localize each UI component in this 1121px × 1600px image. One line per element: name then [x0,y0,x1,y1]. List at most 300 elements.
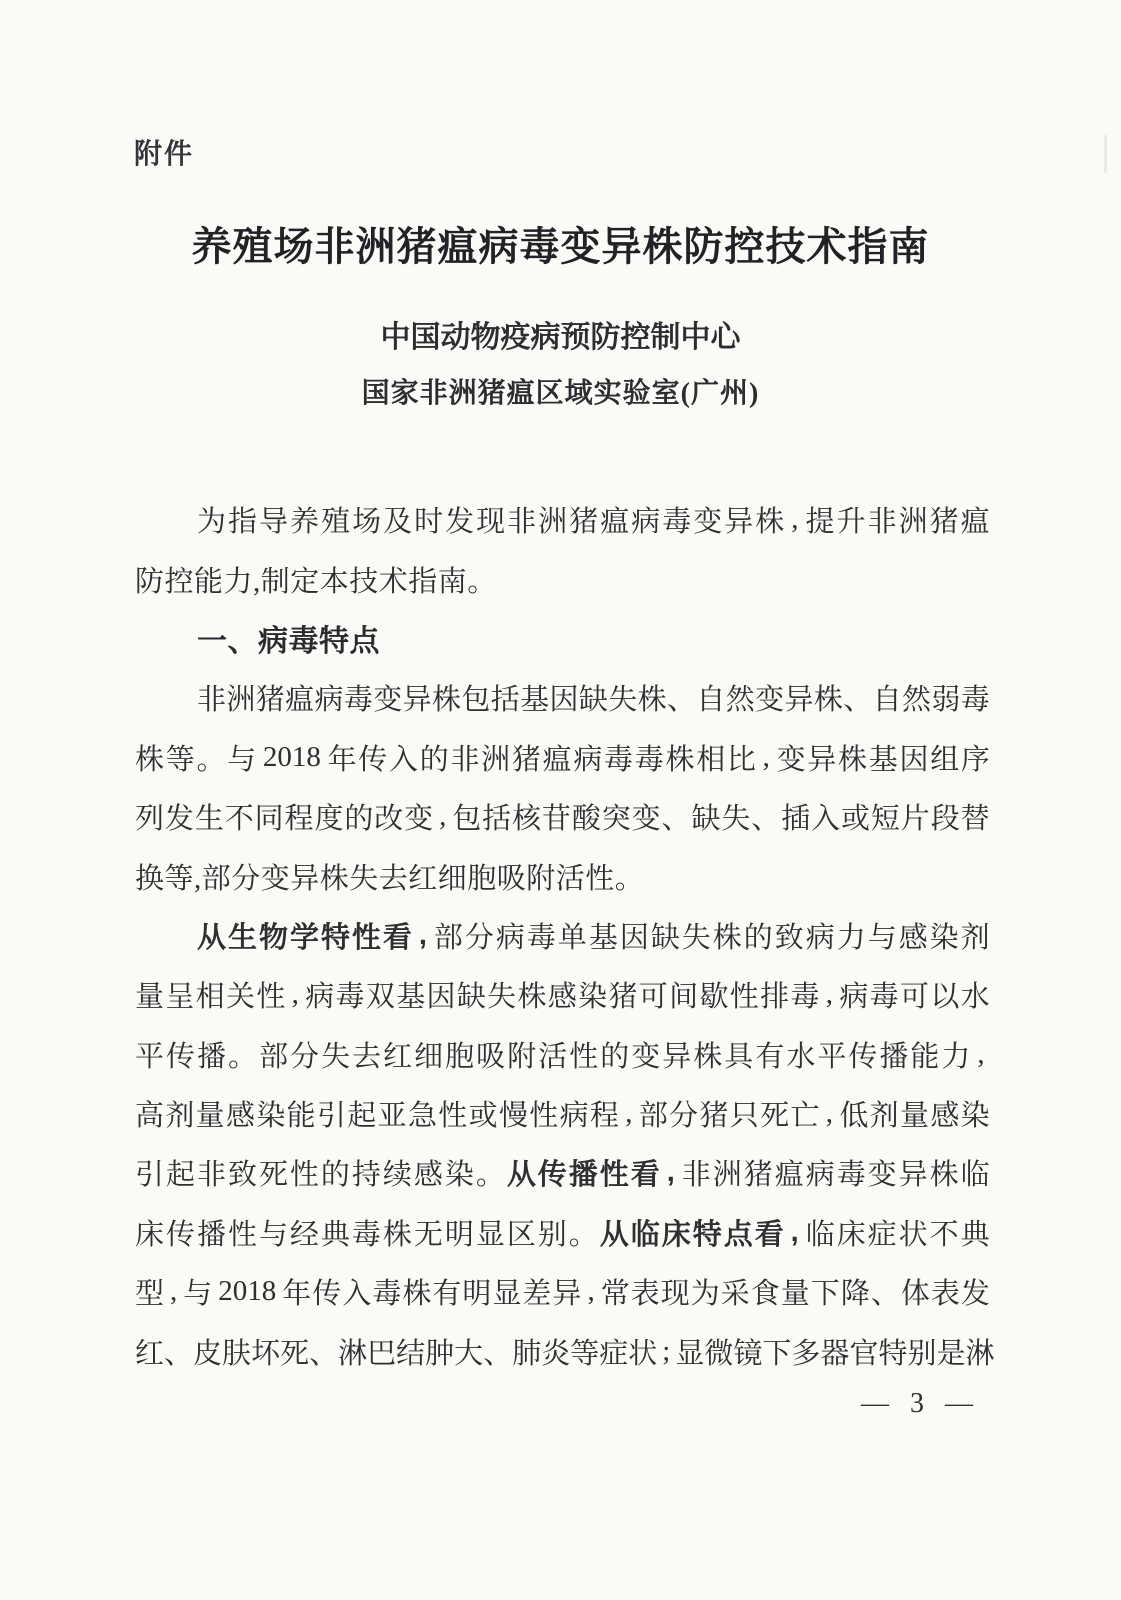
cjk-char: 性 [569,1040,599,1073]
body-line [135,1262,990,1321]
cjk-char: 毒 [526,921,556,954]
cjk-char: 程 [284,803,314,836]
cjk-char: 变 [693,506,723,539]
cjk-char: 明 [462,1278,492,1311]
cjk-char: 序 [960,743,990,776]
cjk-char: 现 [476,506,506,539]
cjk-char: 比 [726,743,756,776]
cjk-char: 非 [507,506,537,539]
cjk-char: 病 [839,981,869,1014]
cjk-char: 器 [820,1337,850,1370]
cjk-char: 株 [402,1278,432,1311]
cjk-char: 死 [258,1159,288,1192]
cjk-char: 降 [840,1278,870,1311]
cjk-char: 然 [725,684,755,717]
cjk-char: 染 [256,1100,286,1133]
cjk-char: 弱 [931,684,961,717]
cjk-char: 采 [720,1278,750,1311]
page-number: — 3 — [861,1388,975,1419]
cjk-char: 传 [848,1040,878,1073]
cjk-char: 区 [506,1218,536,1251]
cjk-char: 的 [419,743,449,776]
cjk-char: 株 [693,1040,723,1073]
cjk-char: 株 [432,684,462,717]
cjk-char: 呈 [165,981,195,1014]
cjk-char: 红 [135,1337,165,1370]
cjk-char: 常 [600,1278,630,1311]
cjk-char: 及 [383,506,413,539]
cjk-char: 下 [810,1278,840,1311]
cjk-char: 病 [305,981,335,1014]
cjk-char: 传 [166,1040,196,1073]
cjk-char: 多 [791,1337,821,1370]
cjk-char: 力 [941,1040,971,1073]
cjk-char: 与 [867,921,897,954]
cjk-char: 胞 [445,1040,475,1073]
cjk-char: 起 [165,1159,195,1192]
cjk-char: 因 [619,921,649,954]
cjk-char: 死 [760,1100,790,1133]
cjk-char: 非 [867,506,897,539]
cjk-char: 量 [135,981,165,1014]
cjk-char: 失 [608,684,638,717]
cjk-char: 状 [898,1218,928,1251]
body-line [135,1084,990,1143]
cjk-char: 持 [351,1159,381,1192]
cjk-char: 与 [227,743,257,776]
section-heading [135,609,990,668]
cjk-char: 感 [898,921,928,954]
cjk-char: 床 [661,1218,691,1251]
cjk-char: 病 [805,921,835,954]
cjk-char: 经 [289,1218,319,1251]
cjk-char: 失 [487,981,517,1014]
cjk-char: 分 [290,1040,320,1073]
cjk-char: 年 [327,743,357,776]
cjk-char: 养 [290,506,320,539]
cjk-char: 分 [464,921,494,954]
cjk-char: 病 [314,684,344,717]
cjk-char: 从 [197,921,227,954]
cjk-char: 与 [258,1218,288,1251]
cjk-char: 猪 [569,506,599,539]
cjk-char: 括 [490,684,520,717]
cjk-char: 明 [444,1218,474,1251]
cjk-char: 剂 [869,1100,899,1133]
cjk-char: 能 [286,1100,316,1133]
cjk-char: 红 [383,1040,413,1073]
cjk-char: 看 [382,921,412,954]
cjk-char: 、 [661,803,691,836]
cjk-char: 缺 [691,803,721,836]
cjk-char: 酸 [571,803,601,836]
cjk-char: 改 [374,803,404,836]
numeral-text: , [790,1215,799,1248]
document-title: 养殖场非洲猪瘟病毒变异株防控技术指南 [191,224,930,269]
cjk-char: 传 [358,743,388,776]
cjk-char: 单 [557,921,587,954]
cjk-char: 部 [433,921,463,954]
cjk-char: 染 [578,981,608,1014]
body-line [135,965,990,1024]
cjk-char: 染 [960,1100,990,1133]
cjk-char: 基 [520,684,550,717]
cjk-char: 。 [475,1159,505,1192]
cjk-char: 入 [342,1278,372,1311]
cjk-char: 体 [900,1278,930,1311]
cjk-char: 因 [899,743,929,776]
cjk-char: 列 [135,803,165,836]
cjk-char: 毒 [634,743,664,776]
cjk-char: 洲 [538,506,568,539]
cjk-char: 染 [929,921,959,954]
cjk-char: 瘟 [285,684,315,717]
cjk-char: 起 [347,1100,377,1133]
cjk-char: 急 [407,1100,437,1133]
cjk-char: 等 [165,743,195,776]
cjk-char: 毒 [372,1278,402,1311]
cjk-char: 传 [312,1278,342,1311]
numeral-text: 2018 [218,1275,277,1308]
cjk-char: 以 [930,981,960,1014]
cjk-char: 附 [507,1040,537,1073]
cjk-char: 感 [225,1100,255,1133]
numeral-text: , [666,1156,675,1189]
cjk-char: 或 [468,1100,498,1133]
cjk-char: 猪 [511,743,541,776]
cjk-char: 变 [631,1040,661,1073]
cjk-char: 双 [365,981,395,1014]
cjk-char: 瘟 [774,1159,804,1192]
cjk-char: 特 [692,1218,722,1251]
cjk-char: 株 [712,921,742,954]
cjk-char: 洲 [481,743,511,776]
cjk-char: 发 [164,803,194,836]
cjk-char: 水 [960,981,990,1014]
body-line [135,668,990,727]
cjk-char: 肤 [222,1337,252,1370]
cjk-char: 特 [878,1337,908,1370]
cjk-char: 剂 [960,921,990,954]
cjk-char: 基 [588,921,618,954]
cjk-char: 官 [849,1337,879,1370]
cjk-char: 播 [879,1040,909,1073]
cjk-char: 毒 [335,981,365,1014]
cjk-char: 显 [492,1278,522,1311]
cjk-char: 表 [630,1278,660,1311]
cjk-char: 、 [309,1337,339,1370]
cjk-char: 量 [195,1100,225,1133]
cjk-char: 为 [197,506,227,539]
cjk-char: 株 [665,743,695,776]
cjk-char: 引 [135,1159,165,1192]
scan-artifact-line [1104,135,1107,173]
document-body [135,490,995,1381]
cjk-char: 株 [755,506,785,539]
cjk-char: 结 [396,1337,426,1370]
cjk-char: 不 [929,1218,959,1251]
cjk-char: 因 [549,684,579,717]
cjk-char: 剂 [165,1100,195,1133]
cjk-char: 皮 [193,1337,223,1370]
cjk-char: 瘟 [542,743,572,776]
cjk-char: 毒 [343,684,373,717]
cjk-char: 看 [754,1218,784,1251]
cjk-char: 异 [784,684,814,717]
body-line [135,1203,990,1262]
cjk-char: 、 [843,684,873,717]
text-segment: 防控能力,制定本技术指南。 [135,565,497,598]
cjk-char: 毒 [960,684,990,717]
cjk-char: 别 [907,1337,937,1370]
numeral-text: ; [662,1334,671,1367]
cjk-char: 的 [743,921,773,954]
cjk-char: 。 [228,1040,258,1073]
cjk-char: 、 [667,684,697,717]
cjk-char: 瘟 [960,506,990,539]
body-line [135,906,990,965]
cjk-char: 有 [755,1040,785,1073]
cjk-char: 临 [630,1218,660,1251]
cjk-char: 、 [483,1337,513,1370]
cjk-char: 替 [960,803,990,836]
cjk-char: 炎 [541,1337,571,1370]
cjk-char: 生 [227,921,257,954]
numeral-text: , [587,1275,595,1308]
cjk-char: 毒 [790,981,820,1014]
cjk-char: 不 [224,803,254,836]
cjk-char: 床 [135,1218,165,1251]
cjk-char: 看 [630,1159,660,1192]
cjk-char: 基 [868,743,898,776]
cjk-char: 无 [413,1218,443,1251]
cjk-char: 变 [404,803,434,836]
numeral-text: , [825,978,834,1011]
cjk-char: 插 [781,803,811,836]
cjk-char: 染 [444,1159,474,1192]
cjk-char: 洲 [712,1159,742,1192]
cjk-char: 变 [867,1159,897,1192]
cjk-char: 株 [929,1159,959,1192]
cjk-char: 变 [755,684,785,717]
cjk-char: 致 [227,1159,257,1192]
cjk-char: 肺 [512,1337,542,1370]
cjk-char: 可 [900,981,930,1014]
cjk-char: 病 [631,506,661,539]
institution-name-primary: 中国动物疫病预防控制中心 [380,321,741,354]
cjk-char: 异 [402,684,432,717]
cjk-char: 猪 [699,1100,729,1133]
cjk-char: 从 [506,1159,536,1192]
cjk-char: 性 [256,981,286,1014]
cjk-char: 性 [351,921,381,954]
cjk-char: 入 [811,803,841,836]
cjk-char: 可 [638,981,668,1014]
cjk-char: 年 [282,1278,312,1311]
cjk-char: 吸 [476,1040,506,1073]
cjk-char: 症 [867,1218,897,1251]
cjk-char: 活 [538,1040,568,1073]
numeral-text: , [977,1037,985,1070]
cjk-char: 播 [568,1159,598,1192]
cjk-char: 典 [960,1218,990,1251]
cjk-char: 发 [960,1278,990,1311]
cjk-char: 异 [662,1040,692,1073]
cjk-char: 肿 [425,1337,455,1370]
cjk-char: 毒 [604,743,634,776]
cjk-char: 传 [165,1218,195,1251]
numeral-text: , [170,1275,178,1308]
cjk-char: 关 [225,981,255,1014]
cjk-char: 症 [599,1337,629,1370]
cjk-char: 播 [196,1218,226,1251]
cjk-char: 感 [547,981,577,1014]
cjk-char: 状 [628,1337,658,1370]
cjk-char: 失 [721,803,751,836]
cjk-char: 从 [599,1218,629,1251]
cjk-char: 引 [316,1100,346,1133]
cjk-char: 。 [568,1218,598,1251]
cjk-char: 指 [228,506,258,539]
cjk-char: 组 [930,743,960,776]
cjk-char: 床 [836,1218,866,1251]
cjk-char: 表 [930,1278,960,1311]
cjk-char: 非 [197,684,227,717]
cjk-char: 物 [258,921,288,954]
cjk-char: 亡 [790,1100,820,1133]
cjk-char: 死 [280,1337,310,1370]
cjk-char: 入 [389,743,419,776]
cjk-char: 。 [196,743,226,776]
text-segment: 换等,部分变异株失去红细胞吸附活性。 [135,862,645,895]
cjk-char: 、 [870,1278,900,1311]
cjk-char: 是 [936,1337,966,1370]
cjk-char: 失 [321,1040,351,1073]
cjk-char: 导 [259,506,289,539]
numeral-text: , [825,1097,834,1130]
cjk-char: 株 [838,743,868,776]
cjk-char: 或 [840,803,870,836]
numeral-text: , [762,740,770,773]
cjk-char: 传 [537,1159,567,1192]
cjk-char: 失 [681,921,711,954]
cjk-char: 力 [836,921,866,954]
cjk-char: 感 [930,1100,960,1133]
cjk-char: 升 [836,506,866,539]
cjk-char: 场 [352,506,382,539]
cjk-char: 异 [898,1159,928,1192]
cjk-char: 部 [638,1100,668,1133]
cjk-char: 括 [482,803,512,836]
cjk-char: 发 [445,506,475,539]
text-segment: 一、病毒特点 [197,625,380,659]
cjk-char: 微 [704,1337,734,1370]
cjk-char: 猪 [255,684,285,717]
body-line [135,549,990,608]
cjk-char: 异 [552,1278,582,1311]
cjk-char: 性 [289,1159,319,1192]
cjk-char: 致 [774,921,804,954]
cjk-char: 猪 [743,1159,773,1192]
cjk-char: 变 [776,743,806,776]
cjk-char: 病 [559,1100,589,1133]
cjk-char: 只 [729,1100,759,1133]
cjk-char: 量 [780,1278,810,1311]
cjk-char: 株 [135,743,165,776]
cjk-char: 度 [314,803,344,836]
cjk-char: 平 [135,1040,165,1073]
cjk-char: 猪 [608,981,638,1014]
cjk-char: 显 [675,1337,705,1370]
cjk-char: 感 [413,1159,443,1192]
cjk-char: 因 [426,981,456,1014]
cjk-char: 程 [589,1100,619,1133]
cjk-char: 变 [631,803,661,836]
cjk-char: 排 [760,981,790,1014]
cjk-char: 自 [696,684,726,717]
cjk-char: 核 [512,803,542,836]
cjk-char: 量 [900,1100,930,1133]
cjk-char: 猪 [929,506,959,539]
cjk-char: 型 [135,1278,165,1311]
cjk-char: 株 [517,981,547,1014]
cjk-char: 毒 [662,506,692,539]
cjk-char: 提 [805,506,835,539]
body-line [135,728,990,787]
cjk-char: 典 [320,1218,350,1251]
cjk-char: 病 [805,1159,835,1192]
cjk-char: 然 [902,684,932,717]
cjk-char: 平 [817,1040,847,1073]
cjk-char: 学 [289,921,319,954]
cjk-char: 水 [786,1040,816,1073]
cjk-char: 巴 [367,1337,397,1370]
cjk-char: 部 [259,1040,289,1073]
cjk-char: 性 [438,1100,468,1133]
numeral-text: , [439,800,447,833]
cjk-char: 缺 [578,684,608,717]
cjk-char: 低 [839,1100,869,1133]
numeral-text: , [791,503,799,536]
cjk-char: 歇 [699,981,729,1014]
cjk-char: 亚 [377,1100,407,1133]
cjk-char: 毒 [351,1218,381,1251]
cjk-char: 食 [750,1278,780,1311]
cjk-char: 高 [135,1100,165,1133]
cjk-char: 、 [751,803,781,836]
cjk-char: 特 [320,921,350,954]
cjk-char: 时 [414,506,444,539]
cjk-char: 毒 [869,981,899,1014]
cjk-char: 性 [599,1159,629,1192]
cjk-char: 短 [870,803,900,836]
cjk-char: 性 [729,981,759,1014]
cjk-char: 坏 [251,1337,281,1370]
cjk-char: 细 [414,1040,444,1073]
cjk-char: 包 [452,803,482,836]
cjk-char: 段 [930,803,960,836]
cjk-char: 片 [900,803,930,836]
cjk-char: 等 [570,1337,600,1370]
cjk-char: 株 [637,684,667,717]
cjk-char: 性 [227,1218,257,1251]
cjk-char: 基 [396,981,426,1014]
body-line [135,1143,990,1202]
cjk-char: 续 [382,1159,412,1192]
body-line [135,490,990,549]
cjk-char: 缺 [650,921,680,954]
cjk-char: 间 [669,981,699,1014]
